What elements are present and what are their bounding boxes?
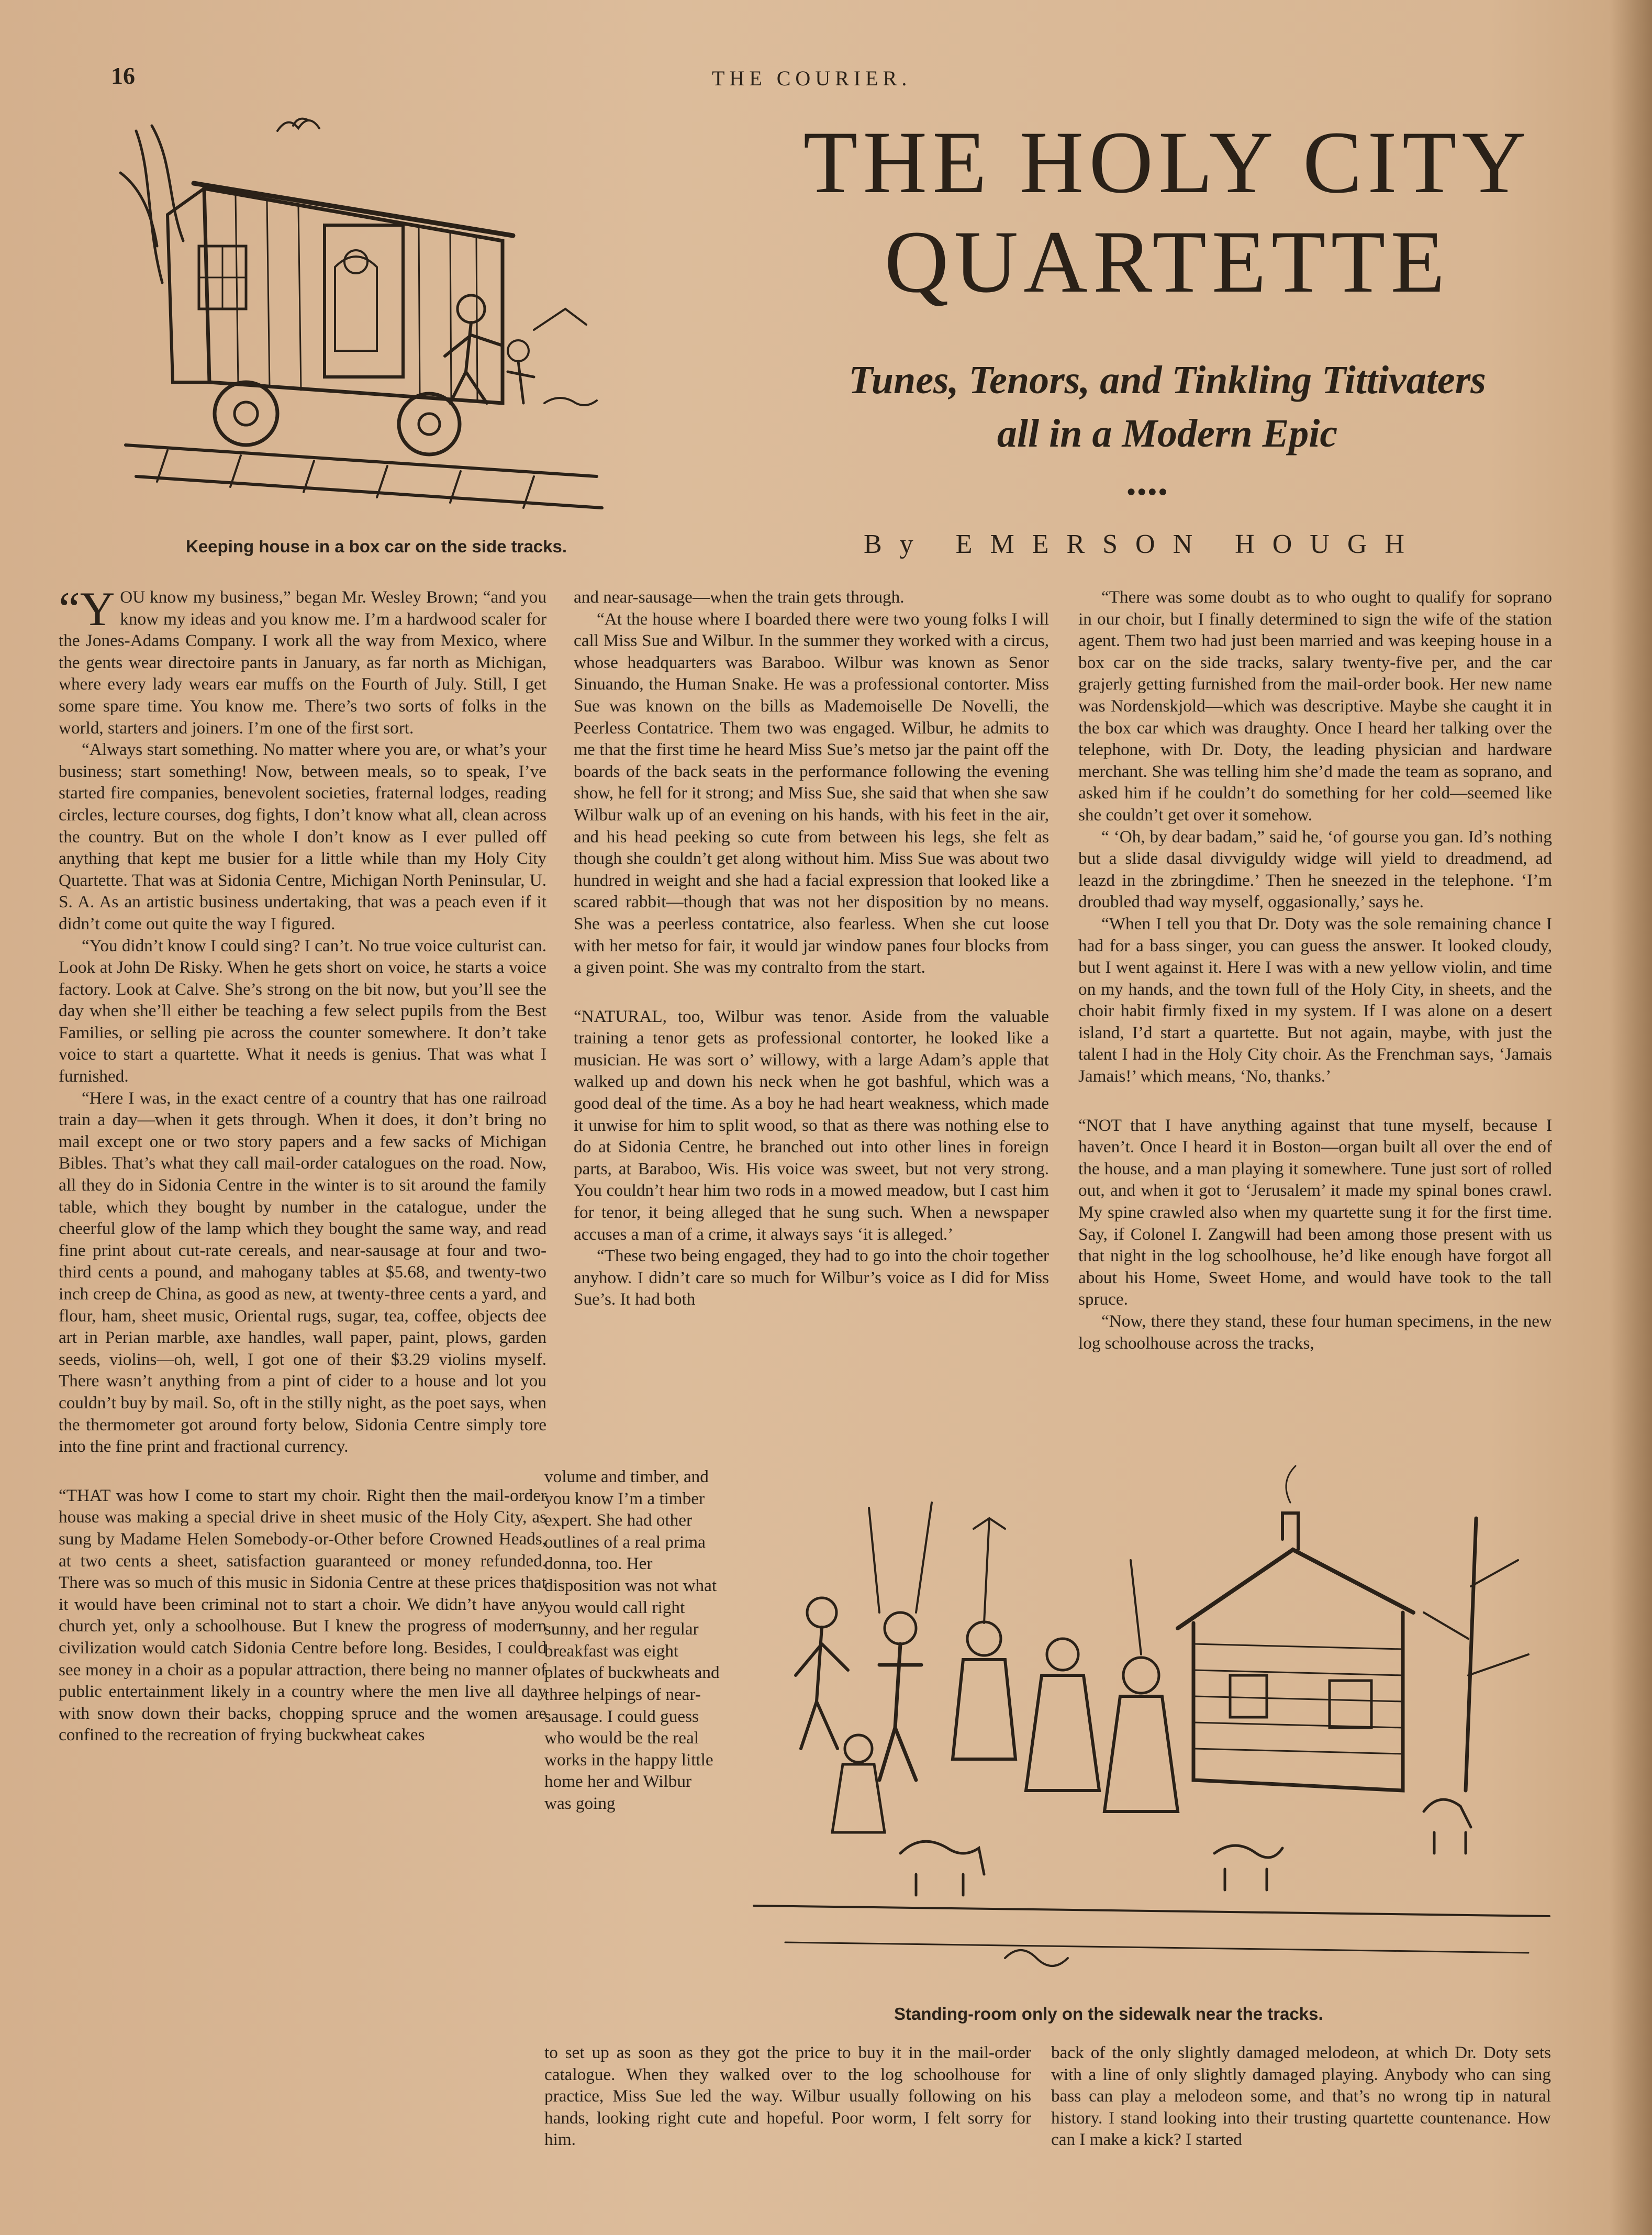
article-title (769, 113, 1565, 312)
column-1-paragraph-1: “YOU know my business,” began Mr. Wesley Brown; “and you know my ideas and you know me. I’m a hardwood scaler for the Jones-Adams Company. I work all the way from Mexico, where the gents wear directoire pants in January, as far north as Michigan, where every lady wears ear muffs on the Fourth of July. Still, I get some spare time. You know me. There’s two sorts of folks in the world, starters and joiners. I’m one of the first sort. (59, 582, 546, 738)
column-3-paragraph-5: “Now, there they stand, these four human specimens, in the new log schoolhouse across the tracks, (1078, 1311, 1552, 1353)
drop-cap: “Y (59, 582, 115, 636)
column-1-paragraph-2: “Always start something. No matter where you are, or what’s your business; start something! Now, between meals, so to speak, I’ve started fire companies, benevolent societies, fraternal lodges, reading circles, lecture courses, dog fights, I don’t know what all, clean across the country. But on the whole I don’t know as I ever pulled off anything that kept me busier for a little while than my Holy City Quartette. That was at Sidonia Centre, Michigan North Peninsular, U. S. A. As an artistic business undertaking, that was a peach even if it didn’t come out quite the way I figured. (59, 740, 546, 933)
column-2-paragraph-3: “NATURAL, too, Wilbur was tenor. Aside from the valuable training a tenor gets as professional contorter, he looked like a musician. He was sort o’ willowy, with a large Adam’s apple that walked up and down his neck when he got bashful, which was a good deal of the time. As a boy he had heart weakness, which made it unwise for him to split wood, so that as there was nothing else to do at Sidonia Centre, he branched out into other lines in foreign parts, at Baraboo, Wis. His voice was sweet, but not very strong. You couldn’t hear him two rods in a mowed meadow, but I cast him for tenor, it being alleged that he sung such. When a newspaper accuses a man of a crime, it always says ‘it is alleged.’ (574, 1006, 1049, 1244)
column-3-paragraph-2: “ ‘Oh, by dear badam,” said he, ‘of gourse you gan. Id’s nothing but a slide dasal divviguldy widge will yield to dreadmend, ad leazd in the zbringdime.’ Then he sneezed in the telephone. ‘I’m droubled thad way myself, oggasionally,’ says he. (1078, 827, 1552, 912)
column-2-paragraph-4: “These two being engaged, they had to go into the choir together anyhow. I didn’t care so much for Wilbur’s voice as I did for Miss Sue’s. It had both (574, 1246, 1049, 1309)
box-car-illustration (105, 110, 607, 529)
caption-sidewalk: Standing-room only on the sidewalk near the tracks. (894, 2004, 1323, 2023)
column-3-paragraph-4: “NOT that I have anything against that tune myself, because I haven’t. Once I heard it in Boston—organ built all over the end of the house, and a man playing it somewhere. Tune just sort of rolled out, and when it got to ‘Jerusalem’ it made my spinal bones crawl. My spine crawled also when my quartette sung it for the first time. Say, if Colonel I. Zangwill had been among those present with us that night in the log schoolhouse, he’d like enough have forgot all about his Home, Sweet Home, and would have took to the tall spruce. (1078, 1115, 1552, 1309)
column-3 (1078, 586, 1552, 1354)
column-2-bottom (544, 2042, 1031, 2151)
article-subtitle (817, 353, 1518, 460)
running-head: THE COURIER. (712, 66, 912, 90)
column-1 (59, 582, 546, 1746)
column-2-narrow (544, 1466, 722, 1815)
column-3-paragraph-6: back of the only slightly damaged melodeon, at which Dr. Doty sets with a line of only slightly damaged playing. Anybody who can sing bass can play a melodeon some, and that’s no wrong tip in natural history. I stand looking into their trusting quartette countenance. How can I make a kick? I started (1051, 2043, 1551, 2150)
column-3-bottom (1051, 2042, 1551, 2151)
column-3-paragraph-1: “There was some doubt as to who ought to qualify for soprano in our choir, but I finally determined to sign the wife of the station agent. Them two had just been married and was keeping house in a box car on the side tracks, salary twenty-five per, and the car grajerly getting furnished from the mail-order book. Her new name was Nordenskjold—which was descriptive. Maybe she caught it in the box car which was draughty. Once I heard her talking over the telephone, with Dr. Doty, the leading physician and hardware merchant. She was telling him she’d made the team as soprano, and asked him if he couldn’t do something for her cold—seemed like she couldn’t get over it somehow. (1078, 587, 1552, 825)
caption-box-car: Keeping house in a box car on the side tracks. (186, 537, 567, 556)
ornament-dots: ●●●● (1126, 483, 1169, 500)
subtitle-line-1: Tunes, Tenors, and Tinkling Tittivaters (849, 358, 1486, 402)
title-line-1: THE HOLY CITY (803, 113, 1532, 212)
column-2 (574, 586, 1049, 1310)
column-2-paragraph-6: to set up as soon as they got the price to buy it in the mail-order catalogue. When they walked over to the log schoolhouse for practice, Miss Sue led the way. Wilbur usually following on his hands, looking right cute and hopeful. Poor worm, I felt sorry for him. (544, 2043, 1031, 2150)
page-gutter-shadow (1610, 0, 1652, 2235)
column-3-paragraph-3: “When I tell you that Dr. Doty was the sole remaining chance I had for a bass singer, you can guess the answer. It looked cloudy, but I went against it. Here I was with a new yellow violin, and time on my hands, and the town full of the Holy City, in sheets, and the choir habit firmly fixed in my system. If I was alone on a desert island, I’d start a quartette. But not again, maybe, with just the talent I had in the Holy City choir. As the Frenchman says, ‘Jamais Jamais!’ which means, ‘No, thanks.’ (1078, 914, 1552, 1086)
column-1-paragraph-4: “Here I was, in the exact centre of a country that has one railroad train a day—when it gets through. When it does, it don’t bring no mail except one or two story papers and a few sacks of Michigan Bibles. That’s what they call mail-order catalogues on the road. Now, all they do in Sidonia Centre in the winter is to sit around the family table, which they bought by number in the catalogue, under the cheerful glow of the lamp which they bought the same way, and read fine print about cut-rate cereals, and near-sausage at four and two-third cents a pound, and mahogany tables at $5.68, and twenty-two inch creep de China, as good as new, at twenty-three cents a yard, and flour, ham, sheet music, Oriental rugs, sugar, tea, coffee, objects dee art in Perian marble, axe handles, wall paper, paint, plows, garden seeds, violins—oh, well, I got one of their $3.29 violins myself. There wasn’t anything from a pint of cider to a house and lot you couldn’t buy by mail. So, oft in the stilly night, as the poet says, when the thermometer got around forty below, Sidonia Centre simply tore into the fine print and fractional currency. (59, 1088, 546, 1456)
column-2-paragraph-5: volume and timber, and you know I’m a timber expert. She had other outlines of a real prima donna, too. Her disposition was not what you would call right sunny, and her regular breakfast was eight plates of buckwheats and three helpings of near-sausage. I could guess who would be the real works in the happy little home her and Wilbur was going (544, 1467, 720, 1813)
column-1-paragraph-5: “THAT was how I come to start my choir. Right then the mail-order house was making a special drive in sheet music of the Holy City, as sung by Madame Helen Somebody-or-Other before Crowned Heads, at two cents a sheet, satisfaction guaranteed or money refunded. There was so much of this music in Sidonia Centre at these prices that it would have been criminal not to start a choir. We didn’t have any church yet, only a schoolhouse. But I knew the progress of modern civilization would catch Sidonia Centre before long. Besides, I could see money in a choir as a popular attraction, there being no manner of public entertainment likely in a country where the men live all day with snow down their backs, chopping spruce and the women are confined to the recreation of frying buckwheat cakes (59, 1485, 546, 1745)
log-schoolhouse-crowd-illustration (743, 1455, 1560, 1989)
byline: By EMERSON HOUGH (864, 529, 1422, 559)
subtitle-line-2: all in a Modern Epic (997, 412, 1338, 455)
title-line-2: QUARTETTE (884, 213, 1450, 311)
page-number: 16 (111, 62, 135, 89)
column-2-paragraph-2: “At the house where I boarded there were two young folks I will call Miss Sue and Wilbur. In the summer they worked with a circus, whose headquarters was Baraboo. Wilbur was known as Senor Sinuando, the Human Snake. He was a professional contorter. Miss Sue was known on the bills as Mademoiselle De Novelli, the Peerless Contatrice. Them two was engaged. Wilbur, he admits to me that the first time he heard Miss Sue’s metso jar the paint off the boards of the back seats in the performance following the evening show, he fell for it strong; and Miss Sue, she said that when she saw Wilbur walk up of an evening on his hands, with his feet in the air, and his head peeking so cute from between his legs, she felt as though she couldn’t get along without him. Miss Sue was about two hundred in weight and she had a facial expression that looked like a scared rabbit—though that was not her disposition by no means. She was a peerless contatrice, also fearless. When she cut loose with her metso for fair, it would jar window panes four blocks from a given point. She was my contralto from the start. (574, 609, 1049, 977)
column-2-paragraph-1: and near-sausage—when the train gets through. (574, 587, 905, 607)
column-1-paragraph-3: “You didn’t know I could sing? I can’t. No true voice culturist can. Look at John De Risky. When he gets short on voice, he starts a voice factory. Look at Calve. She’s strong on the bit now, but you’ll see the day when she’ll either be teaching a few select pupils from the Best Families, or selling pie across the counter somewhere. It don’t take voice to start a quartette. What it needs is genius. That was what I furnished. (59, 936, 546, 1086)
